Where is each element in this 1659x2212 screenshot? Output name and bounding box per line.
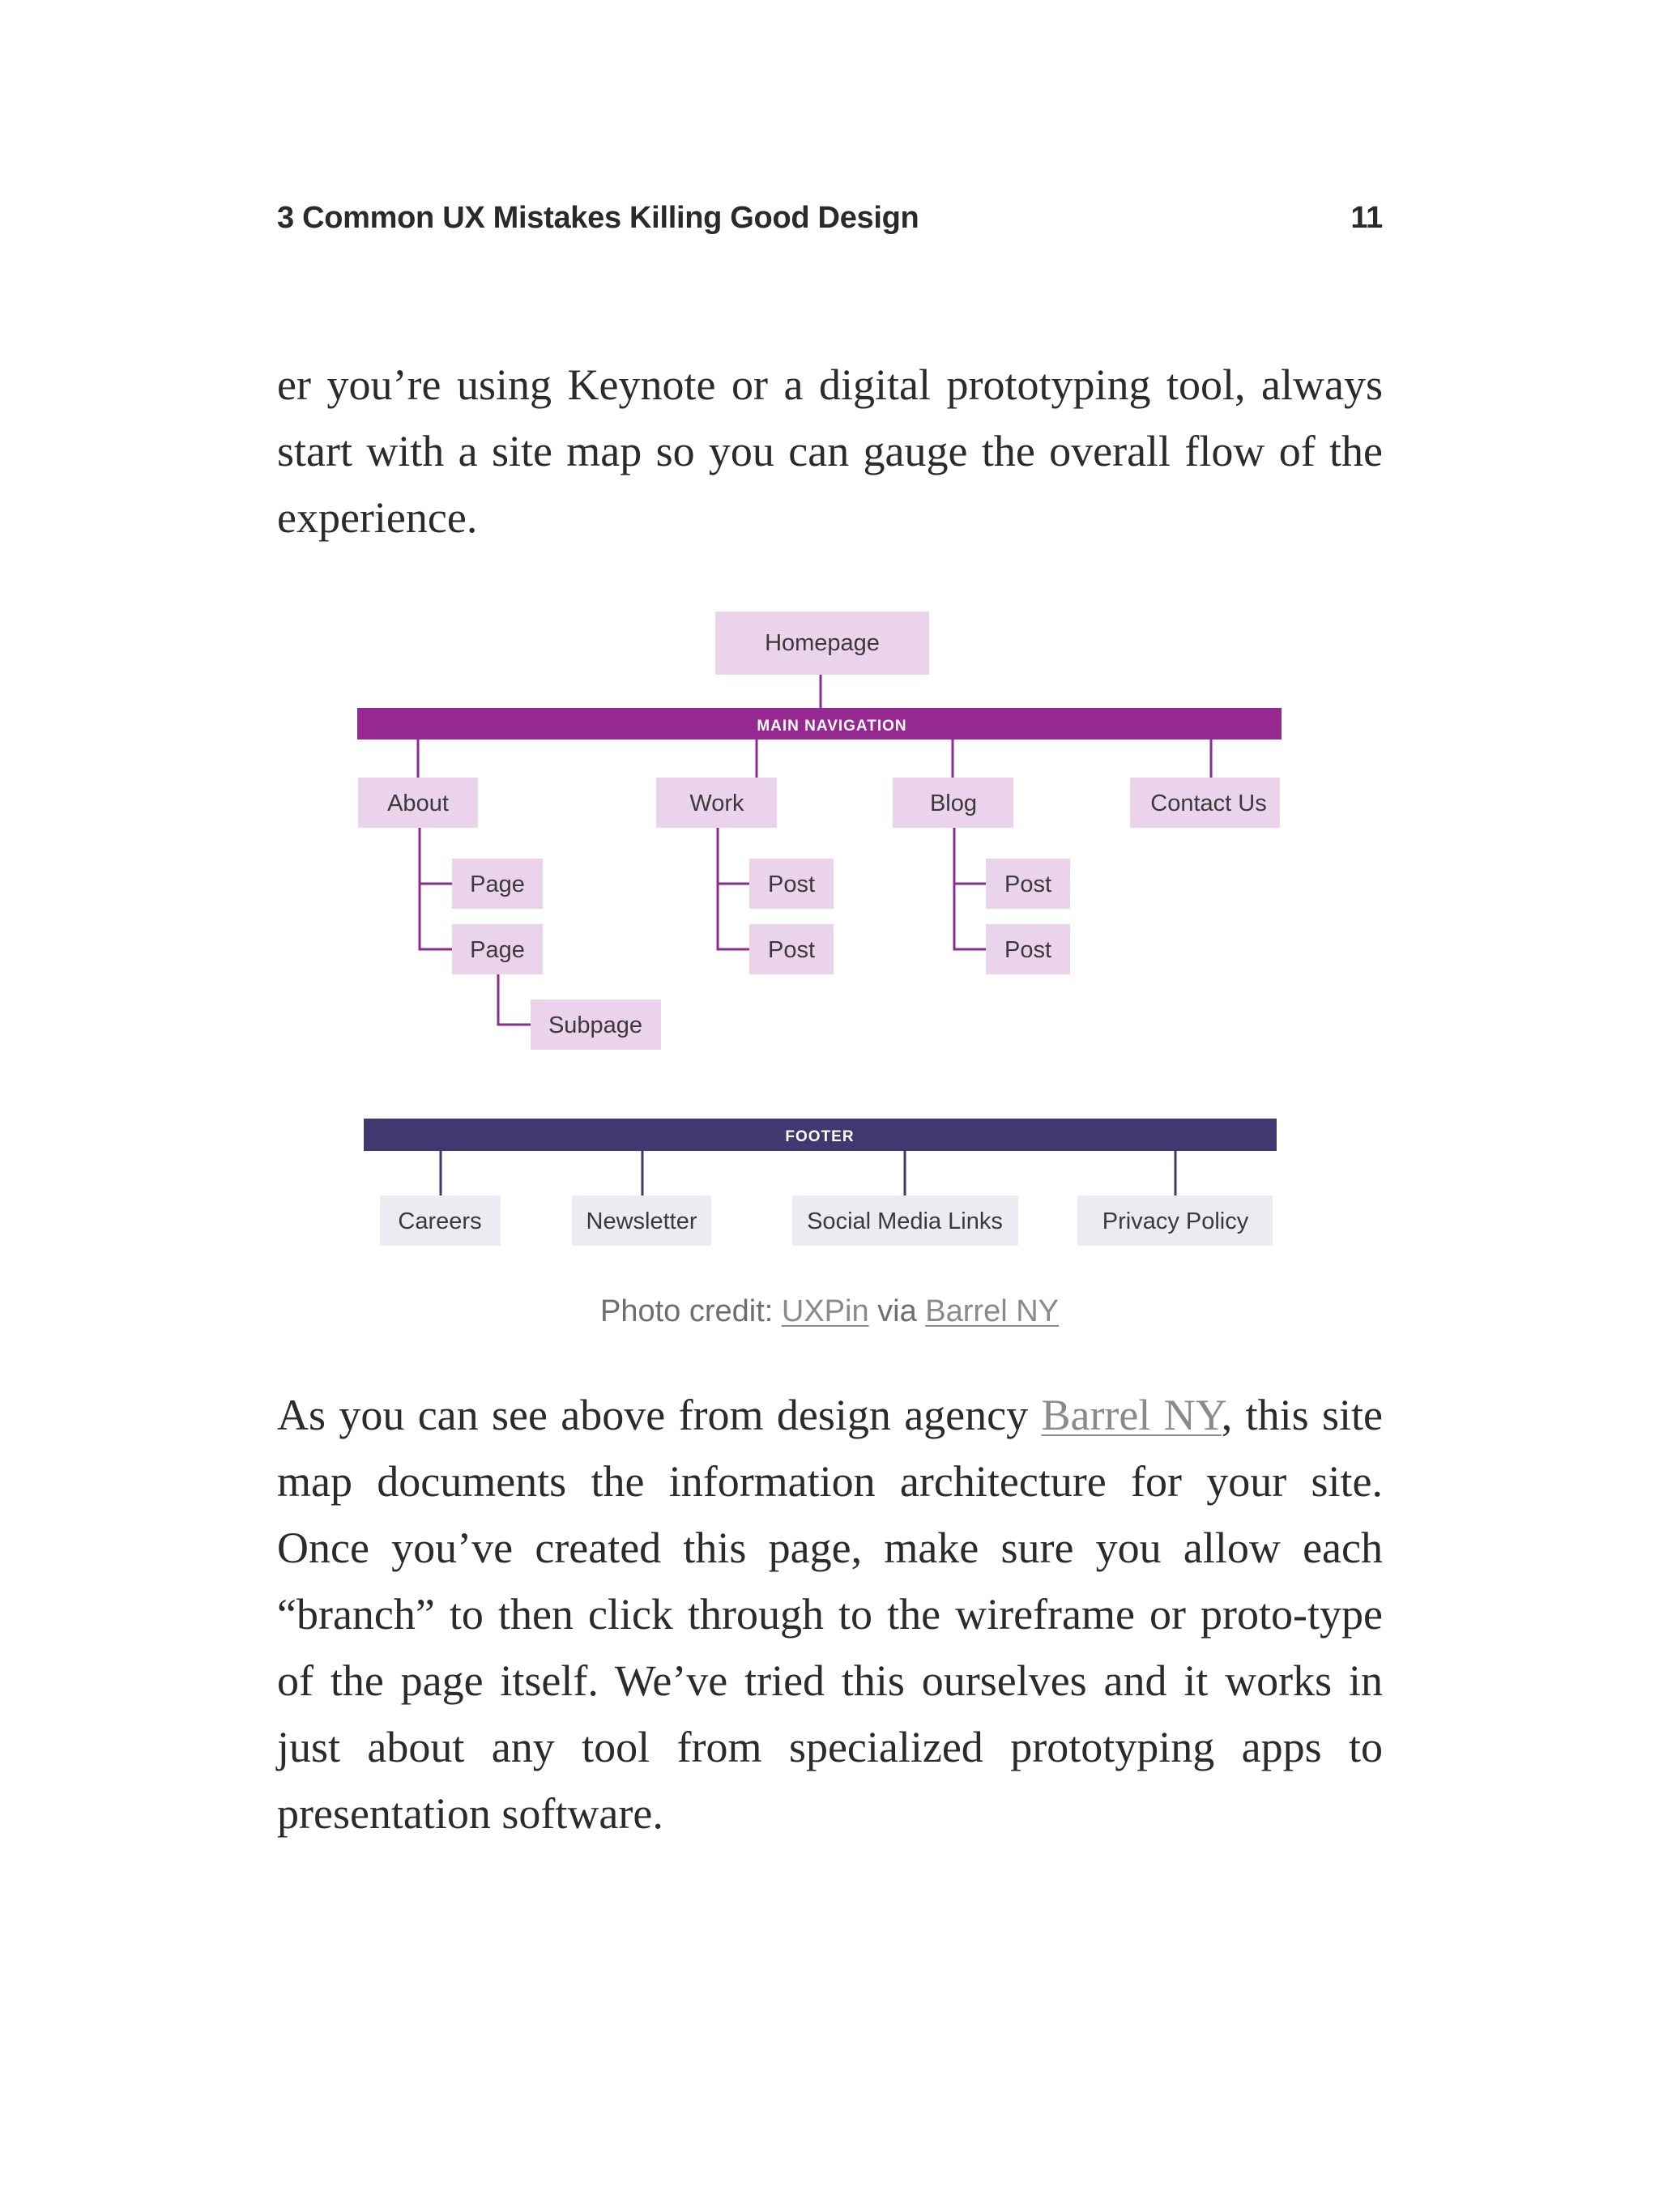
uxpin-link[interactable]: UXPin <box>781 1294 869 1328</box>
work-post-label-1: Post <box>767 872 816 897</box>
barrel-ny-caption-link[interactable]: Barrel NY <box>925 1294 1060 1328</box>
footer-connectors <box>441 1151 1175 1196</box>
about-label: About <box>387 791 449 816</box>
main-navigation-label: MAIN NAVIGATION <box>757 718 907 735</box>
nav-connectors <box>418 739 1211 778</box>
barrel-ny-link[interactable]: Barrel NY <box>1041 1391 1222 1439</box>
caption-prefix: Photo credit: <box>599 1294 782 1328</box>
para2-text-after: , this site map documents the information architecture for your site. Once you’ve created this page, make sure you allow each “branch” to then click through to the wireframe or proto-type of the page itself. We’ve tried this ourselves and it works in just about any tool from specialized prototyping apps to presentation software. <box>277 1391 1383 1838</box>
contact-us-label: Contact Us <box>1150 791 1267 816</box>
paragraph-intro: er you’re using Keynote or a digital prototyping tool, always start with a site map so you can gauge the overall flow of the experience. <box>277 360 1383 542</box>
page-number: 11 <box>1350 201 1383 235</box>
social-media-links-label: Social Media Links <box>807 1208 1003 1234</box>
newsletter-label: Newsletter <box>586 1208 697 1234</box>
caption-middle: via <box>868 1294 926 1328</box>
paragraph-body <box>277 1382 1383 1847</box>
blog-post-label-2: Post <box>1004 937 1052 963</box>
subpage-label: Subpage <box>548 1012 643 1038</box>
privacy-policy-label: Privacy Policy <box>1102 1208 1249 1234</box>
homepage-label: Homepage <box>765 630 880 656</box>
blog-label: Blog <box>929 791 978 816</box>
running-header <box>277 201 1383 236</box>
careers-label: Careers <box>398 1208 482 1234</box>
footer-label: FOOTER <box>785 1128 855 1145</box>
chapter-title: 3 Common UX Mistakes Killing Good Design <box>277 201 919 235</box>
blog-post-label-1: Post <box>1004 872 1052 897</box>
about-page-label-1: Page <box>470 872 525 897</box>
work-label: Work <box>689 791 744 816</box>
para2-text-before: As you can see above from design agency <box>277 1391 1042 1439</box>
about-page-label-2: Page <box>470 937 525 963</box>
photo-credit <box>0 1294 1659 1329</box>
work-post-label-2: Post <box>767 937 816 963</box>
